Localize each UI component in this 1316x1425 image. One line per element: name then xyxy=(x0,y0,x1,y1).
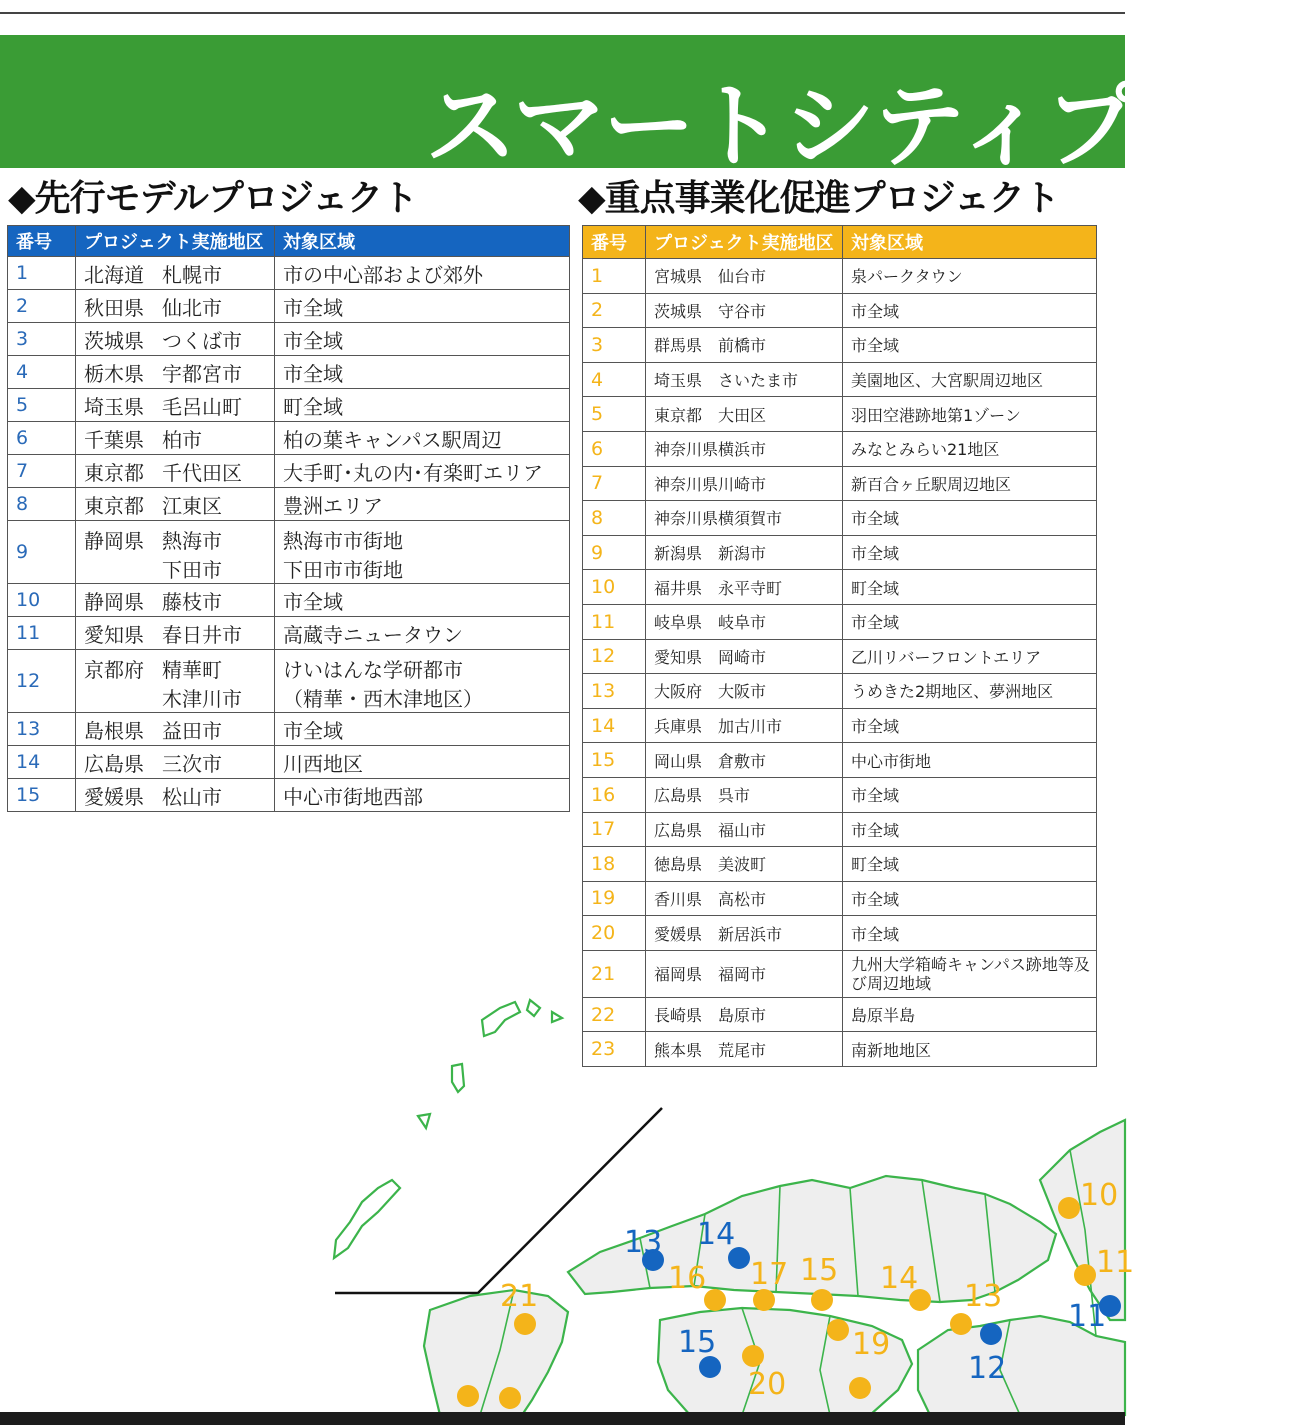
target-area-cell: 中心市街地 xyxy=(843,743,1097,778)
row-number: 11 xyxy=(583,604,646,639)
municipality: 永平寺町 xyxy=(718,578,783,598)
district-cell xyxy=(76,323,275,356)
table-row xyxy=(8,779,570,812)
marker-priority-23[interactable] xyxy=(499,1387,521,1409)
prefecture: 広島県 xyxy=(654,820,703,840)
municipality: 藤枝市 xyxy=(162,589,222,614)
header-district: プロジェクト実施地区 xyxy=(646,226,843,259)
prefecture: 神奈川県 xyxy=(654,509,719,529)
row-number: 17 xyxy=(583,812,646,847)
row-number: 1 xyxy=(583,259,646,294)
table-row xyxy=(8,488,570,521)
row-number: 2 xyxy=(583,293,646,328)
row-number: 10 xyxy=(8,584,76,617)
target-area: 熱海市市街地 xyxy=(283,529,403,553)
municipality: 新居浜市 xyxy=(718,924,783,944)
district-cell xyxy=(646,916,843,951)
row-number: 13 xyxy=(8,713,76,746)
target-area-cell: 市全域 xyxy=(843,293,1097,328)
prefecture: 宮城県 xyxy=(654,267,703,287)
district-cell xyxy=(646,431,843,466)
prefecture: 東京都 xyxy=(654,405,703,425)
municipality: 加古川市 xyxy=(718,717,783,737)
target-area-cell: 島原半島 xyxy=(843,997,1097,1032)
target-area-cell: 市の中心部および郊外 xyxy=(275,257,570,290)
table-row xyxy=(583,639,1097,674)
priority-projects-table xyxy=(582,225,1097,1067)
table-row xyxy=(8,713,570,746)
row-number: 3 xyxy=(8,323,76,356)
priority-projects-heading: ◆重点事業化促進プロジェクト xyxy=(578,178,1059,219)
target-area-cell: 町全域 xyxy=(275,389,570,422)
row-number: 2 xyxy=(8,290,76,323)
target-area-cell: 豊洲エリア xyxy=(275,488,570,521)
map-label: 15 xyxy=(678,1325,717,1360)
municipality: 美波町 xyxy=(718,855,767,875)
table-row xyxy=(8,323,570,356)
japan-map xyxy=(0,990,1135,1415)
target-area-cell: 中心市街地西部 xyxy=(275,779,570,812)
district-cell xyxy=(76,257,275,290)
target-area-cell: 南新地地区 xyxy=(843,1032,1097,1067)
municipality: 下田市 xyxy=(162,558,222,582)
marker-priority-19[interactable] xyxy=(827,1319,849,1341)
row-number: 5 xyxy=(8,389,76,422)
municipality: 仙台市 xyxy=(718,267,767,287)
leading-projects-heading: ◆先行モデルプロジェクト xyxy=(8,178,418,219)
municipality: 荒尾市 xyxy=(718,1040,767,1060)
municipality: 福岡市 xyxy=(718,965,767,985)
municipality: 春日井市 xyxy=(162,622,242,647)
table-row xyxy=(583,570,1097,605)
district-cell xyxy=(76,422,275,455)
target-area-cell: 市全域 xyxy=(843,881,1097,916)
prefecture: 広島県 xyxy=(654,786,703,806)
target-area-cell: 市全域 xyxy=(843,604,1097,639)
district-cell xyxy=(646,293,843,328)
target-area-cell: 市全域 xyxy=(843,708,1097,743)
prefecture: 愛媛県 xyxy=(654,924,703,944)
target-area-cell: 市全域 xyxy=(275,584,570,617)
marker-leading-12[interactable] xyxy=(980,1323,1002,1345)
municipality: 前橋市 xyxy=(718,336,767,356)
prefecture: 徳島県 xyxy=(654,855,703,875)
prefecture: 茨城県 xyxy=(654,301,703,321)
marker-priority-10[interactable] xyxy=(1058,1197,1080,1219)
map-label: 21 xyxy=(500,1279,539,1314)
map-label: 17 xyxy=(750,1257,789,1292)
header-number: 番号 xyxy=(583,226,646,259)
table-row xyxy=(583,777,1097,812)
municipality: 松山市 xyxy=(162,784,222,809)
marker-priority-20[interactable] xyxy=(742,1345,764,1367)
municipality: 横浜市 xyxy=(718,440,767,460)
prefecture: 広島県 xyxy=(84,751,144,776)
map-label: 20 xyxy=(748,1367,787,1402)
prefecture: 神奈川県 xyxy=(654,474,719,494)
prefecture: 兵庫県 xyxy=(654,717,703,737)
header-number: 番号 xyxy=(8,226,76,257)
target-area-cell: 乙川リバーフロントエリア xyxy=(843,639,1097,674)
prefecture: 京都府 xyxy=(84,658,144,682)
prefecture: 静岡県 xyxy=(84,589,144,614)
row-number: 8 xyxy=(583,501,646,536)
row-number: 15 xyxy=(8,779,76,812)
municipality: 札幌市 xyxy=(162,262,222,287)
row-number: 6 xyxy=(583,431,646,466)
prefecture: 秋田県 xyxy=(84,295,144,320)
municipality: 守谷市 xyxy=(718,301,767,321)
district-cell xyxy=(76,455,275,488)
municipality: 福山市 xyxy=(718,820,767,840)
table-row xyxy=(8,290,570,323)
district-cell xyxy=(646,604,843,639)
district-cell xyxy=(646,881,843,916)
district-cell xyxy=(76,521,275,584)
table-row xyxy=(583,847,1097,882)
target-area-cell: 市全域 xyxy=(843,328,1097,363)
table-row xyxy=(8,356,570,389)
prefecture: 千葉県 xyxy=(84,427,144,452)
target-area-cell: 市全域 xyxy=(843,535,1097,570)
row-number: 23 xyxy=(583,1032,646,1067)
prefecture: 島根県 xyxy=(84,718,144,743)
district-cell xyxy=(646,466,843,501)
map-label: 12 xyxy=(968,1351,1007,1386)
district-cell xyxy=(646,259,843,294)
prefecture: 栃木県 xyxy=(84,361,144,386)
target-area-cell: 美園地区、大宮駅周辺地区 xyxy=(843,362,1097,397)
municipality: 木津川市 xyxy=(162,687,242,711)
header-area: 対象区域 xyxy=(843,226,1097,259)
district-cell xyxy=(76,488,275,521)
target-area-cell: 泉パークタウン xyxy=(843,259,1097,294)
target-area-cell: 柏の葉キャンパス駅周辺 xyxy=(275,422,570,455)
prefecture: 新潟県 xyxy=(654,544,703,564)
target-area-cell: 大手町･丸の内･有楽町エリア xyxy=(275,455,570,488)
row-number: 12 xyxy=(583,639,646,674)
table-row xyxy=(8,455,570,488)
row-number: 8 xyxy=(8,488,76,521)
map-label: 10 xyxy=(1080,1178,1119,1213)
table-header-row xyxy=(8,226,570,257)
row-number: 14 xyxy=(8,746,76,779)
target-area-cell xyxy=(275,650,570,713)
target-area-cell: 市全域 xyxy=(275,713,570,746)
target-area-cell: 市全域 xyxy=(843,501,1097,536)
top-rule xyxy=(0,12,1125,14)
district-cell xyxy=(646,362,843,397)
district-cell xyxy=(646,847,843,882)
prefecture: 東京都 xyxy=(84,493,144,518)
row-number: 19 xyxy=(583,881,646,916)
row-number: 21 xyxy=(583,950,646,997)
municipality: 宇都宮市 xyxy=(162,361,242,386)
target-area-cell: 新百合ヶ丘駅周辺地区 xyxy=(843,466,1097,501)
map-label: 11 xyxy=(1068,1299,1107,1334)
municipality: 岡崎市 xyxy=(718,647,767,667)
row-number: 5 xyxy=(583,397,646,432)
target-area: （精華・西木津地区） xyxy=(283,687,483,711)
prefecture: 大阪府 xyxy=(654,682,703,702)
row-number: 14 xyxy=(583,708,646,743)
district-cell xyxy=(76,584,275,617)
table-row xyxy=(583,328,1097,363)
row-number: 9 xyxy=(583,535,646,570)
table-row xyxy=(583,535,1097,570)
row-number: 12 xyxy=(8,650,76,713)
page-title: スマートシティプロジ xyxy=(425,73,1316,180)
municipality: 川崎市 xyxy=(718,474,767,494)
target-area-cell: 高蔵寺ニュータウン xyxy=(275,617,570,650)
table-row xyxy=(8,584,570,617)
table-row xyxy=(583,674,1097,709)
island-outlines xyxy=(334,1000,562,1258)
row-number: 9 xyxy=(8,521,76,584)
target-area-cell: 市全域 xyxy=(843,777,1097,812)
municipality: 島原市 xyxy=(718,1006,767,1026)
district-cell xyxy=(76,356,275,389)
target-area-cell: 市全域 xyxy=(275,356,570,389)
target-area-cell: 市全域 xyxy=(275,290,570,323)
target-area-cell: うめきた2期地区、夢洲地区 xyxy=(843,674,1097,709)
prefecture: 福井県 xyxy=(654,578,703,598)
district-cell xyxy=(646,535,843,570)
target-area: けいはんな学研都市 xyxy=(283,658,463,682)
header-district: プロジェクト実施地区 xyxy=(76,226,275,257)
table-row xyxy=(8,257,570,290)
district-cell xyxy=(76,290,275,323)
row-number: 3 xyxy=(583,328,646,363)
municipality: さいたま市 xyxy=(718,371,799,391)
table-row xyxy=(583,743,1097,778)
table-row xyxy=(583,293,1097,328)
district-cell xyxy=(646,570,843,605)
row-number: 4 xyxy=(8,356,76,389)
marker-priority-22[interactable] xyxy=(457,1385,479,1407)
marker-priority-13[interactable] xyxy=(950,1313,972,1335)
row-number: 6 xyxy=(8,422,76,455)
row-number: 7 xyxy=(583,466,646,501)
table-row xyxy=(8,422,570,455)
target-area-cell: 町全域 xyxy=(843,847,1097,882)
table-row xyxy=(583,812,1097,847)
municipality: 益田市 xyxy=(162,718,222,743)
prefecture: 香川県 xyxy=(654,889,703,909)
target-area-cell: 川西地区 xyxy=(275,746,570,779)
marker-priority-11[interactable] xyxy=(1074,1264,1096,1286)
municipality: 大阪市 xyxy=(718,682,767,702)
prefecture: 長崎県 xyxy=(654,1006,703,1026)
marker-priority-21[interactable] xyxy=(514,1313,536,1335)
district-cell xyxy=(646,639,843,674)
prefecture: 神奈川県 xyxy=(654,440,719,460)
district-cell xyxy=(646,397,843,432)
row-number: 15 xyxy=(583,743,646,778)
map-label: 13 xyxy=(964,1279,1003,1314)
table-row xyxy=(583,916,1097,951)
prefecture: 東京都 xyxy=(84,460,144,485)
row-number: 4 xyxy=(583,362,646,397)
table-row xyxy=(583,604,1097,639)
target-area-cell: 市全域 xyxy=(843,916,1097,951)
municipality: 新潟市 xyxy=(718,544,767,564)
table-row xyxy=(8,521,570,584)
prefecture: 福岡県 xyxy=(654,965,703,985)
municipality: 高松市 xyxy=(718,889,767,909)
district-cell xyxy=(76,713,275,746)
marker-priority-16[interactable] xyxy=(704,1289,726,1311)
municipality: 千代田区 xyxy=(162,460,242,485)
municipality: 倉敷市 xyxy=(718,751,767,771)
municipality: 柏市 xyxy=(162,427,202,452)
district-cell xyxy=(76,779,275,812)
table-row xyxy=(8,746,570,779)
table-row xyxy=(583,708,1097,743)
bottom-bar xyxy=(0,1412,1125,1425)
row-number: 7 xyxy=(8,455,76,488)
district-cell xyxy=(646,674,843,709)
prefecture: 愛媛県 xyxy=(84,784,144,809)
target-area-cell: 羽田空港跡地第1ゾーン xyxy=(843,397,1097,432)
district-cell xyxy=(646,743,843,778)
row-number: 16 xyxy=(583,777,646,812)
prefecture: 埼玉県 xyxy=(654,371,703,391)
target-area-cell xyxy=(275,521,570,584)
target-area-cell: 市全域 xyxy=(275,323,570,356)
marker-priority-15[interactable] xyxy=(811,1289,833,1311)
district-cell xyxy=(646,777,843,812)
district-cell xyxy=(646,501,843,536)
table-row xyxy=(583,466,1097,501)
row-number: 22 xyxy=(583,997,646,1032)
municipality: つくば市 xyxy=(162,328,242,353)
row-number: 1 xyxy=(8,257,76,290)
map-label: 19 xyxy=(852,1327,891,1362)
row-number: 13 xyxy=(583,674,646,709)
prefecture: 愛知県 xyxy=(84,622,144,647)
map-label: 14 xyxy=(880,1261,919,1296)
municipality: 仙北市 xyxy=(162,295,222,320)
prefecture: 岐阜県 xyxy=(654,613,703,633)
map-label: 14 xyxy=(697,1217,736,1252)
table-row xyxy=(8,650,570,713)
row-number: 11 xyxy=(8,617,76,650)
target-area-cell: みなとみらい21地区 xyxy=(843,431,1097,466)
district-cell xyxy=(76,617,275,650)
table-row xyxy=(583,881,1097,916)
prefecture: 茨城県 xyxy=(84,328,144,353)
municipality: 毛呂山町 xyxy=(162,394,242,419)
municipality: 横須賀市 xyxy=(718,509,783,529)
map-label: 13 xyxy=(624,1225,663,1260)
table-header-row xyxy=(583,226,1097,259)
municipality: 岐阜市 xyxy=(718,613,767,633)
map-label: 15 xyxy=(800,1253,839,1288)
leading-projects-table xyxy=(7,225,570,812)
district-cell xyxy=(76,746,275,779)
prefecture: 熊本県 xyxy=(654,1040,703,1060)
district-cell xyxy=(646,812,843,847)
prefecture: 愛知県 xyxy=(654,647,703,667)
district-cell xyxy=(646,328,843,363)
table-row xyxy=(8,617,570,650)
table-row xyxy=(583,501,1097,536)
table-row xyxy=(583,362,1097,397)
table-row xyxy=(583,397,1097,432)
row-number: 10 xyxy=(583,570,646,605)
target-area-cell: 町全域 xyxy=(843,570,1097,605)
district-cell xyxy=(76,389,275,422)
target-area-cell: 市全域 xyxy=(843,812,1097,847)
district-cell xyxy=(646,708,843,743)
municipality: 呉市 xyxy=(718,786,751,806)
municipality: 三次市 xyxy=(162,751,222,776)
municipality: 精華町 xyxy=(162,658,222,682)
table-row xyxy=(583,259,1097,294)
prefecture: 静岡県 xyxy=(84,529,144,553)
header-area: 対象区域 xyxy=(275,226,570,257)
prefecture: 北海道 xyxy=(84,262,144,287)
municipality: 熱海市 xyxy=(162,529,222,553)
target-area-cell: 九州大学箱崎キャンパス跡地等及び周辺地域 xyxy=(843,950,1097,997)
prefecture: 岡山県 xyxy=(654,751,703,771)
municipality: 大田区 xyxy=(718,405,767,425)
prefecture: 埼玉県 xyxy=(84,394,144,419)
target-area: 下田市市街地 xyxy=(283,558,403,582)
table-row xyxy=(583,431,1097,466)
row-number: 20 xyxy=(583,916,646,951)
prefecture: 群馬県 xyxy=(654,336,703,356)
marker-priority-17[interactable] xyxy=(753,1289,775,1311)
district-cell xyxy=(76,650,275,713)
marker-priority-18[interactable] xyxy=(849,1377,871,1399)
municipality: 江東区 xyxy=(162,493,222,518)
row-number: 18 xyxy=(583,847,646,882)
map-label: 11 xyxy=(1096,1245,1135,1280)
title-banner xyxy=(0,35,1316,180)
table-row xyxy=(8,389,570,422)
map-label: 16 xyxy=(668,1261,707,1296)
